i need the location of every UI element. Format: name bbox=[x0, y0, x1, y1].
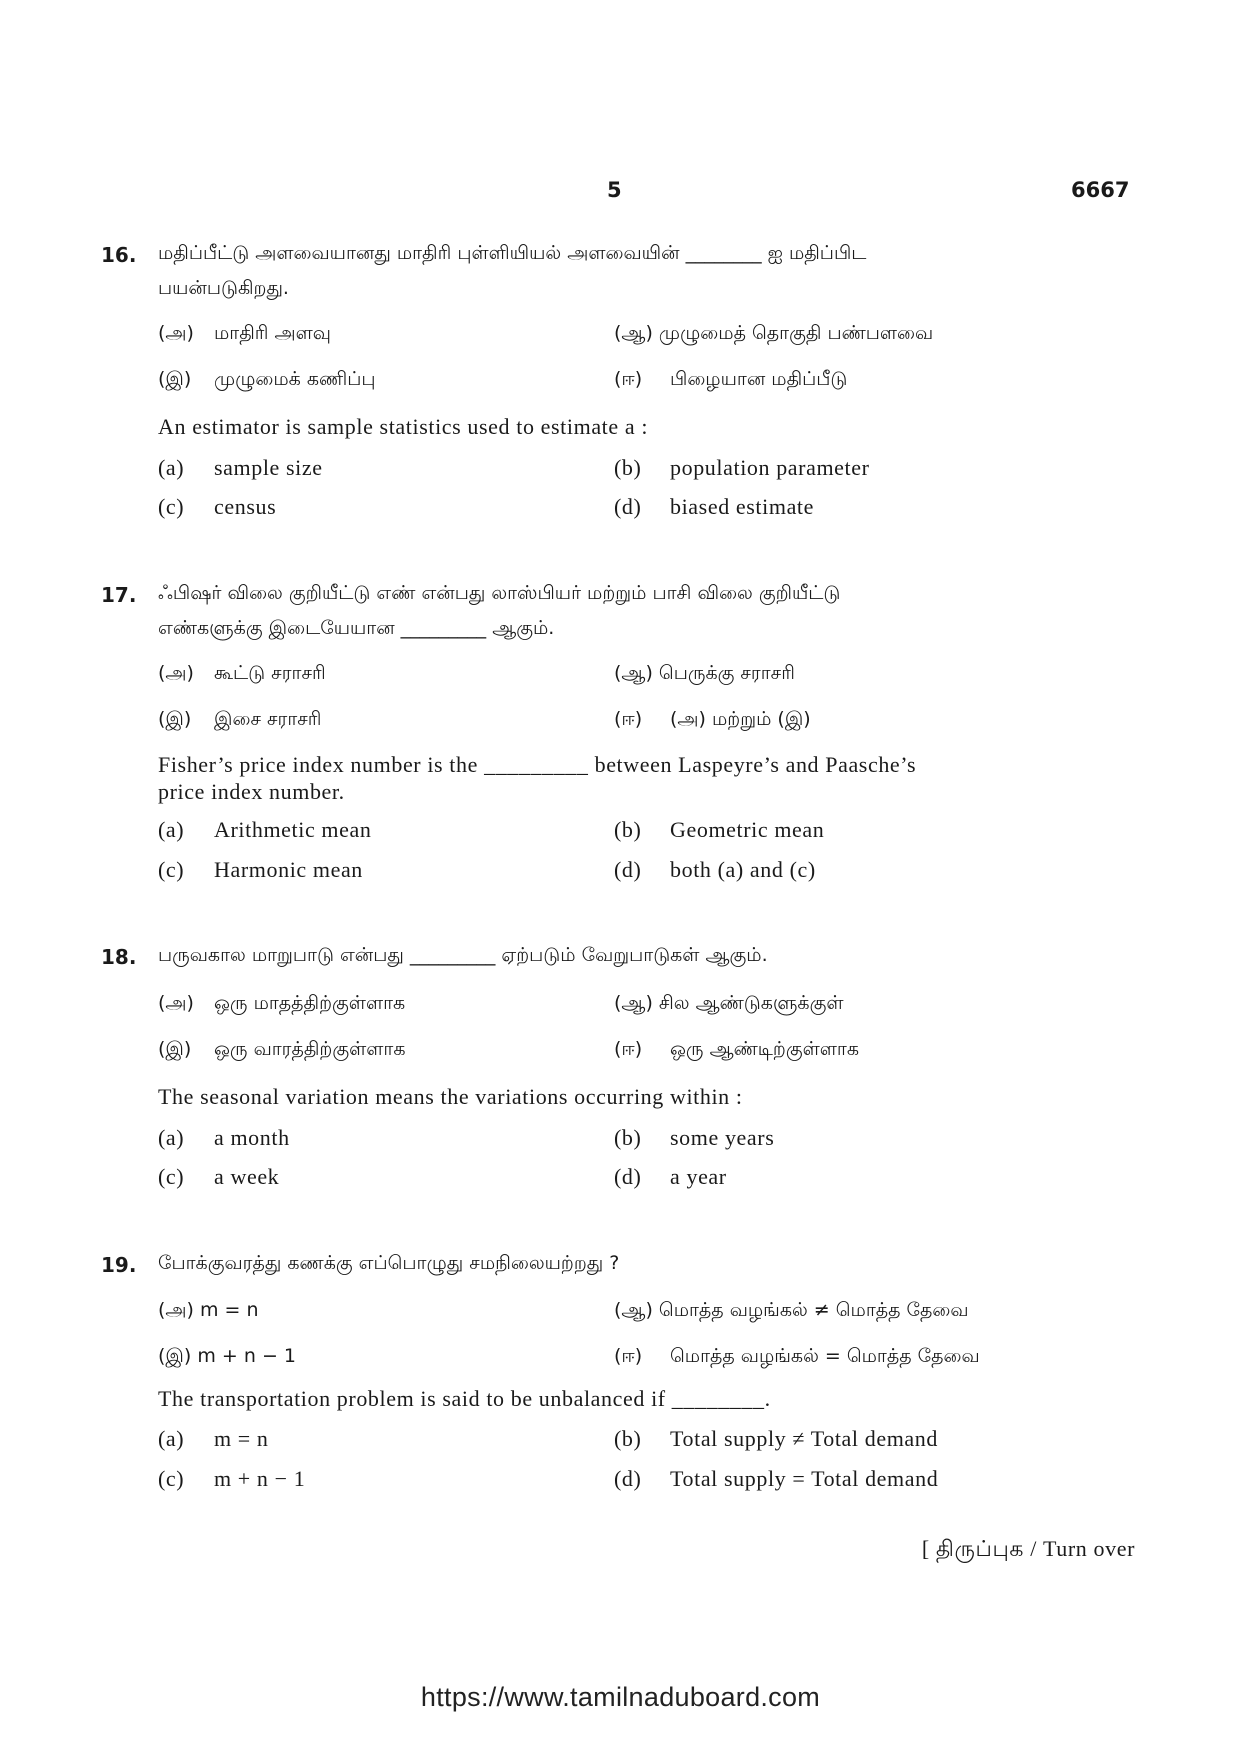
tamil-option bbox=[614, 1345, 980, 1370]
option-label: (b) bbox=[614, 455, 642, 480]
english-question-line: The seasonal variation means the variations occurring within : bbox=[158, 1084, 743, 1109]
option-label: (c) bbox=[158, 494, 185, 519]
option-text: கூட்டு சராசரி bbox=[214, 662, 326, 684]
english-option bbox=[158, 455, 323, 481]
option-label: (b) bbox=[614, 817, 642, 842]
option-text: பிழையான மதிப்பீடு bbox=[670, 368, 848, 390]
option-label: (a) bbox=[158, 1426, 185, 1451]
option-text: முழுமைத் தொகுதி பண்பளவை bbox=[658, 322, 934, 344]
option-text: சில ஆண்டுகளுக்குள் bbox=[658, 992, 844, 1014]
tamil-option bbox=[614, 322, 933, 347]
option-text: Arithmetic mean bbox=[214, 817, 372, 842]
turn-over-note: [ திருப்புக / Turn over bbox=[921, 1536, 1135, 1561]
option-text: ஒரு வாரத்திற்குள்ளாக bbox=[214, 1038, 406, 1060]
option-text: population parameter bbox=[670, 455, 870, 480]
english-option bbox=[158, 1426, 269, 1452]
tamil-option bbox=[614, 708, 811, 733]
option-text: ஒரு மாதத்திற்குள்ளாக bbox=[214, 992, 406, 1014]
option-text: a year bbox=[670, 1164, 727, 1189]
option-label: (c) bbox=[158, 857, 185, 882]
option-label: (அ) bbox=[158, 1299, 194, 1321]
option-text: m + n − 1 bbox=[214, 1466, 306, 1491]
option-label: (d) bbox=[614, 1466, 642, 1491]
tamil-question-line: பயன்படுகிறது. bbox=[158, 277, 289, 299]
english-question-line: The transportation problem is said to be unbalanced if ________. bbox=[158, 1386, 771, 1411]
option-label: (b) bbox=[614, 1125, 642, 1150]
option-text: m = n bbox=[200, 1299, 259, 1321]
option-text: census bbox=[214, 494, 277, 519]
english-option bbox=[158, 1164, 279, 1190]
option-label: (ஈ) bbox=[614, 1038, 643, 1060]
footer-url-link[interactable]: https://www.tamilnaduboard.com bbox=[420, 1682, 821, 1712]
english-option bbox=[614, 1125, 774, 1151]
option-label: (ஆ) bbox=[614, 1299, 653, 1321]
option-label: (c) bbox=[158, 1466, 185, 1491]
tamil-question-line: மதிப்பீட்டு அளவையானது மாதிரி புள்ளியியல் அளவையின் ________ ஐ மதிப்பிட bbox=[158, 242, 867, 264]
question-number: 19. bbox=[101, 1253, 137, 1277]
english-option bbox=[158, 494, 276, 520]
option-text: some years bbox=[670, 1125, 775, 1150]
tamil-option bbox=[158, 1038, 406, 1063]
option-label: (அ) bbox=[158, 662, 194, 684]
page-number: 5 bbox=[607, 178, 622, 202]
option-label: (ஆ) bbox=[614, 662, 653, 684]
option-label: (இ) bbox=[158, 1345, 192, 1367]
option-text: a month bbox=[214, 1125, 290, 1150]
tamil-option bbox=[158, 992, 405, 1017]
option-text: பெருக்கு சராசரி bbox=[658, 662, 795, 684]
option-label: (இ) bbox=[158, 368, 192, 390]
option-text: a week bbox=[214, 1164, 280, 1189]
option-label: (a) bbox=[158, 1125, 185, 1150]
option-label: (ஆ) bbox=[614, 322, 653, 344]
option-label: (இ) bbox=[158, 708, 192, 730]
english-option bbox=[614, 1466, 938, 1492]
option-label: (a) bbox=[158, 817, 185, 842]
tamil-question-line: போக்குவரத்து கணக்கு எப்பொழுது சமநிலையற்றது ? bbox=[158, 1252, 620, 1274]
english-option bbox=[158, 1125, 290, 1151]
question-number: 17. bbox=[101, 583, 137, 607]
option-label: (ஆ) bbox=[614, 992, 653, 1014]
option-text: m = n bbox=[214, 1426, 269, 1451]
option-text: இசை சராசரி bbox=[214, 708, 322, 730]
tamil-option bbox=[614, 1038, 859, 1063]
option-label: (c) bbox=[158, 1164, 185, 1189]
tamil-option bbox=[158, 1345, 296, 1370]
option-text: ஒரு ஆண்டிற்குள்ளாக bbox=[670, 1038, 859, 1060]
english-option bbox=[158, 857, 363, 883]
english-option bbox=[614, 857, 816, 883]
english-option bbox=[614, 494, 814, 520]
option-label: (அ) bbox=[158, 322, 194, 344]
option-text: Total supply = Total demand bbox=[670, 1466, 939, 1491]
option-text: Geometric mean bbox=[670, 817, 825, 842]
english-option bbox=[614, 1426, 938, 1452]
option-text: Harmonic mean bbox=[214, 857, 363, 882]
tamil-option bbox=[158, 322, 331, 347]
english-option bbox=[614, 455, 870, 481]
english-question-line: price index number. bbox=[158, 779, 345, 804]
option-text: both (a) and (c) bbox=[670, 857, 816, 882]
option-label: (d) bbox=[614, 494, 642, 519]
tamil-option bbox=[158, 662, 326, 687]
option-label: (b) bbox=[614, 1426, 642, 1451]
english-option bbox=[158, 817, 371, 843]
english-option bbox=[158, 1466, 305, 1492]
english-option bbox=[614, 817, 824, 843]
option-text: மொத்த வழங்கல் ≠ மொத்த தேவை bbox=[658, 1299, 969, 1321]
tamil-option bbox=[614, 662, 795, 687]
english-question-line: Fisher’s price index number is the _________ between Laspeyre’s and Paasche’s bbox=[158, 752, 917, 777]
tamil-option bbox=[158, 368, 376, 393]
option-text: sample size bbox=[214, 455, 323, 480]
option-label: (d) bbox=[614, 857, 642, 882]
tamil-option bbox=[158, 708, 321, 733]
option-text: முழுமைக் கணிப்பு bbox=[214, 368, 376, 390]
question-number: 18. bbox=[101, 945, 137, 969]
option-label: (ஈ) bbox=[614, 1345, 643, 1367]
tamil-option bbox=[614, 1299, 969, 1324]
tamil-question-line: பருவகால மாறுபாடு என்பது _________ ஏற்படும் வேறுபாடுகள் ஆகும். bbox=[158, 944, 768, 966]
question-number: 16. bbox=[101, 243, 137, 267]
option-label: (அ) bbox=[158, 992, 194, 1014]
english-option bbox=[614, 1164, 727, 1190]
option-label: (a) bbox=[158, 455, 185, 480]
option-text: (அ) மற்றும் (இ) bbox=[670, 708, 811, 730]
document-code: 6667 bbox=[1071, 178, 1130, 202]
tamil-question-line: எண்களுக்கு இடையேயான _________ ஆகும். bbox=[158, 617, 555, 639]
english-question-line: An estimator is sample statistics used to estimate a : bbox=[158, 414, 649, 439]
option-text: மாதிரி அளவு bbox=[214, 322, 331, 344]
option-text: m + n − 1 bbox=[197, 1345, 296, 1367]
tamil-option bbox=[614, 992, 844, 1017]
option-text: biased estimate bbox=[670, 494, 815, 519]
option-label: (இ) bbox=[158, 1038, 192, 1060]
tamil-question-line: ஃபிஷர் விலை குறியீட்டு எண் என்பது லாஸ்பியர் மற்றும் பாசி விலை குறியீட்டு bbox=[158, 582, 841, 604]
option-label: (ஈ) bbox=[614, 368, 643, 390]
option-text: Total supply ≠ Total demand bbox=[670, 1426, 938, 1451]
option-text: மொத்த வழங்கல் = மொத்த தேவை bbox=[670, 1345, 980, 1367]
option-label: (d) bbox=[614, 1164, 642, 1189]
option-label: (ஈ) bbox=[614, 708, 643, 730]
tamil-option bbox=[614, 368, 847, 393]
tamil-option bbox=[158, 1299, 259, 1324]
